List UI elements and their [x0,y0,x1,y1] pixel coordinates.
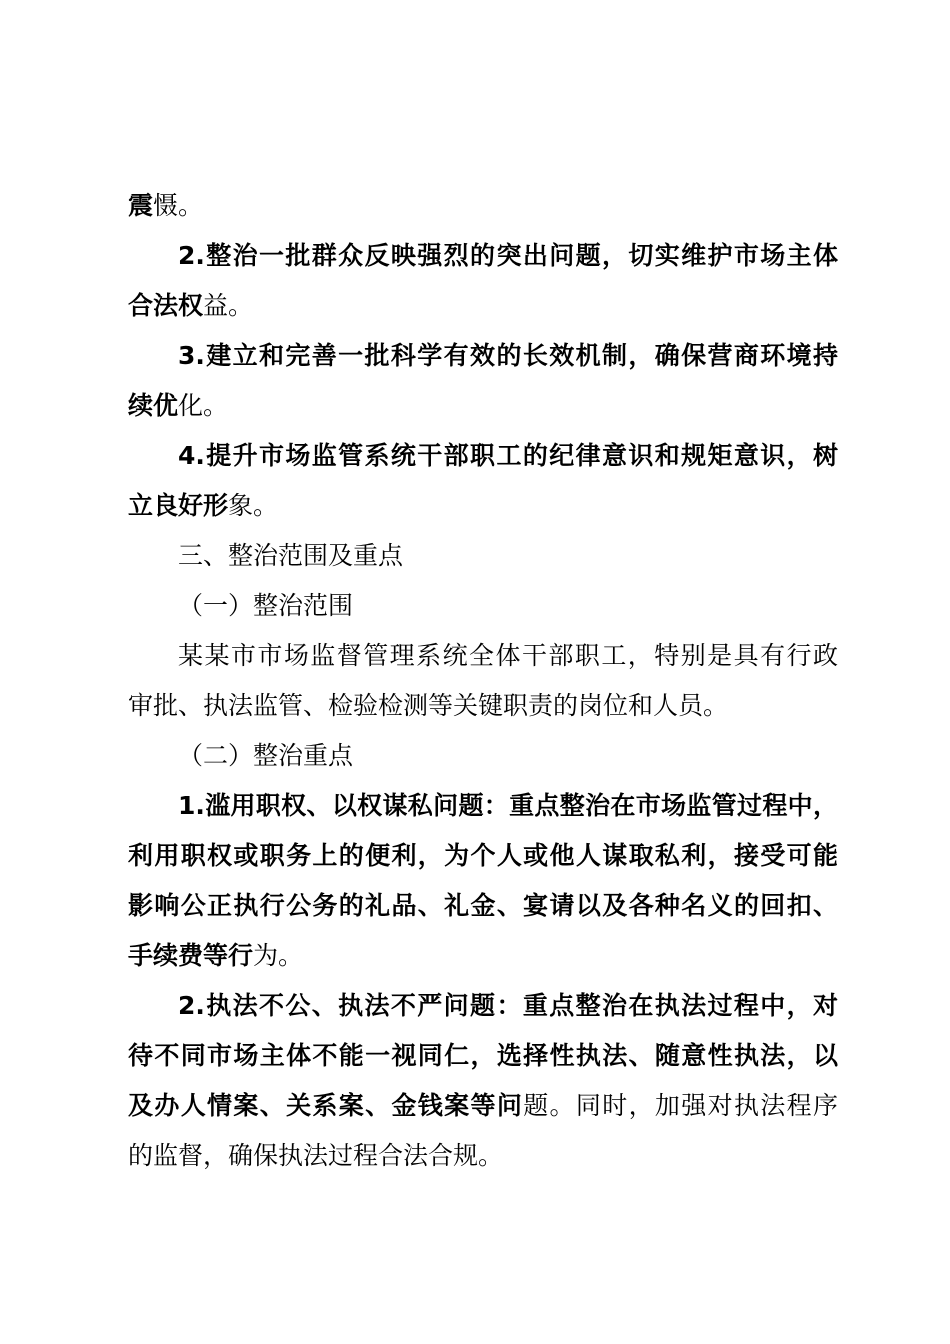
focus-item-2-line-1: 2.执法不公、执法不严问题：重点整治在执法过程中，对 [178,991,838,1020]
subsection-heading-2: （二）整治重点 [178,741,354,770]
goal-item-4-line-2: 立良好形象。 [128,491,279,520]
section-heading: 三、整治范围及重点 [178,541,404,570]
focus-item-2-line-2: 待不同市场主体不能一视同仁，选择性执法、随意性执法，以 [128,1041,838,1070]
goal-item-3-line-2: 续优化。 [128,391,229,420]
focus-item-1-line-1: 1.滥用职权、以权谋私问题：重点整治在市场监管过程中， [178,791,838,820]
goal-item-2-line-2: 合法权益。 [128,291,254,320]
goal-item-4-line-1: 4.提升市场监管系统干部职工的纪律意识和规矩意识，树 [178,441,838,470]
goal-item-2-line-1: 2.整治一批群众反映强烈的突出问题，切实维护市场主体 [178,241,838,270]
text-line-1: 震慑。 [128,191,204,220]
focus-item-1-line-2: 利用职权或职务上的便利，为个人或他人谋取私利，接受可能 [128,841,838,870]
focus-item-2-line-4: 的监督，确保执法过程合法合规。 [128,1141,504,1170]
focus-item-1-line-3: 影响公正执行公务的礼品、礼金、宴请以及各种名义的回扣、 [128,891,838,920]
subsection-heading-1: （一）整治范围 [178,591,354,620]
focus-item-2-line-3: 及办人情案、关系案、金钱案等问题。同时，加强对执法程序 [128,1091,838,1120]
scope-paragraph-line-2: 审批、执法监管、检验检测等关键职责的岗位和人员。 [128,691,729,720]
focus-item-1-line-4: 手续费等行为。 [128,941,304,970]
scope-paragraph-line-1: 某某市市场监督管理系统全体干部职工，特别是具有行政 [178,641,838,670]
goal-item-3-line-1: 3.建立和完善一批科学有效的长效机制，确保营商环境持 [178,341,838,370]
